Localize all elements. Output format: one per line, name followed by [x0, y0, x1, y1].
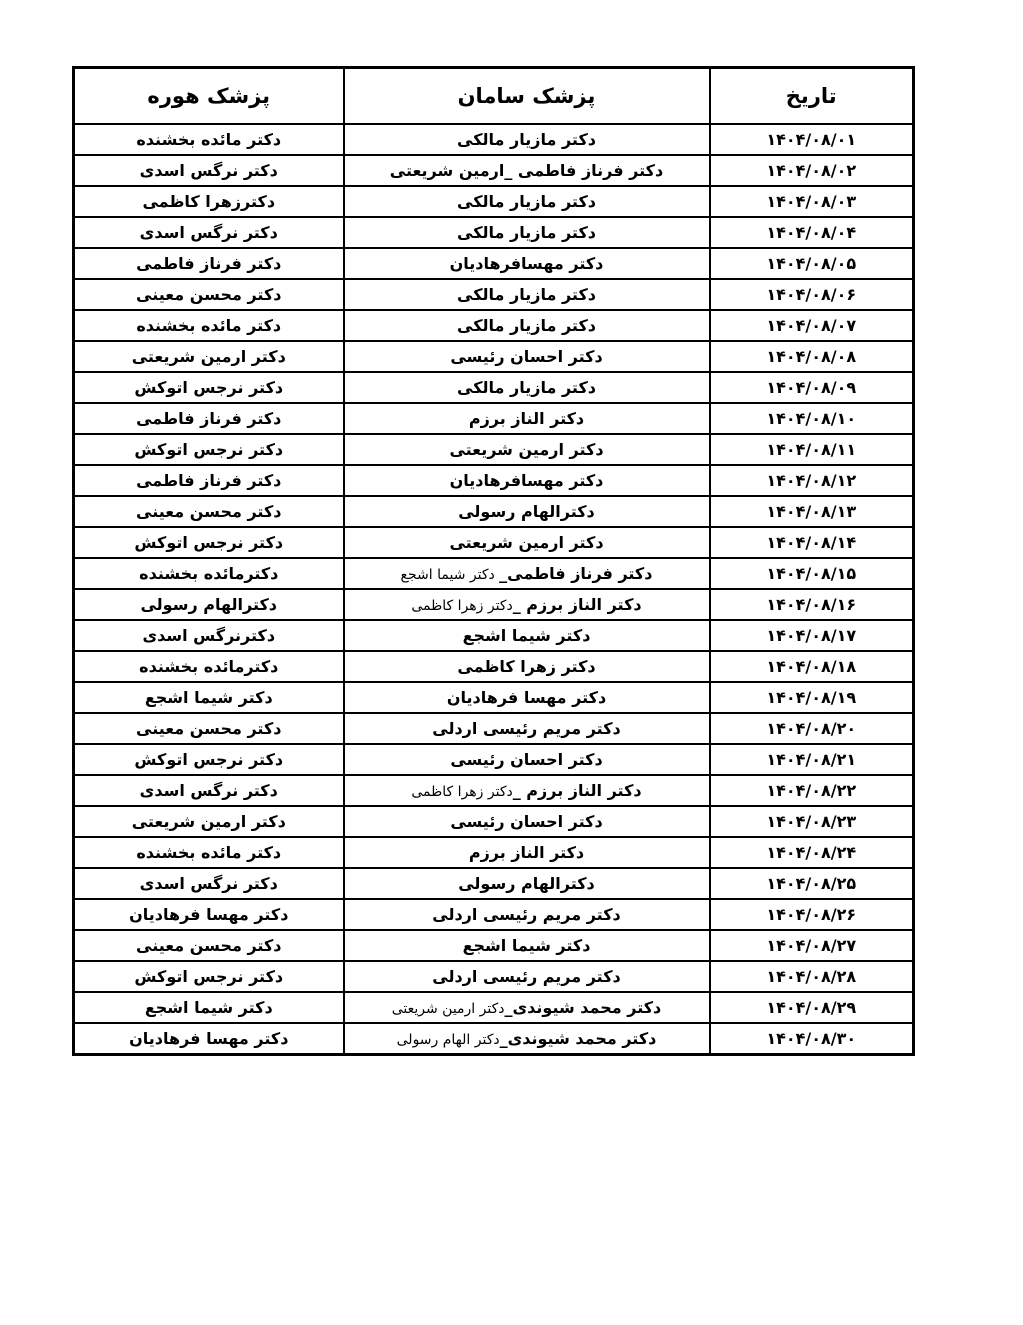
- saman-cell: [344, 868, 710, 899]
- table-row: [74, 744, 914, 775]
- hooreh-cell: دکتر نرجس اتوکش: [74, 744, 344, 775]
- hooreh-cell: دکتر مهسا فرهادیان: [74, 1023, 344, 1055]
- saman-cell: [344, 186, 710, 217]
- saman-secondary-name: دکتر ارمین شریعتی: [391, 1001, 505, 1017]
- saman-cell: [344, 651, 710, 682]
- date-cell: ۱۴۰۴/۰۸/۰۹: [710, 372, 914, 403]
- table-row: [74, 248, 914, 279]
- hooreh-cell: دکتر نرجس اتوکش: [74, 372, 344, 403]
- hooreh-cell: دکتر ارمین شریعتی: [74, 806, 344, 837]
- date-cell: ۱۴۰۴/۰۸/۲۵: [710, 868, 914, 899]
- saman-cell: [344, 992, 710, 1023]
- hooreh-cell: دکتر نرگس اسدی: [74, 155, 344, 186]
- hooreh-cell: دکتر محسن معینی: [74, 496, 344, 527]
- hooreh-cell: دکتر نرگس اسدی: [74, 217, 344, 248]
- hooreh-cell: دکترالهام رسولی: [74, 589, 344, 620]
- table-row: [74, 186, 914, 217]
- saman-cell: [344, 589, 710, 620]
- hooreh-cell: دکترمائده بخشنده: [74, 558, 344, 589]
- table-row: [74, 434, 914, 465]
- saman-primary-name: دکتر مهسا فرهادیان: [446, 688, 607, 707]
- saman-primary-name: دکتر مازیار مالکی: [457, 378, 596, 397]
- saman-cell: [344, 372, 710, 403]
- date-cell: ۱۴۰۴/۰۸/۳۰: [710, 1023, 914, 1055]
- header-cell-saman: پزشک سامان: [344, 68, 710, 125]
- table-row: [74, 899, 914, 930]
- date-cell: ۱۴۰۴/۰۸/۱۵: [710, 558, 914, 589]
- saman-secondary-name: دکتر الهام رسولی: [396, 1032, 500, 1048]
- header-cell-hooreh: پزشک هوره: [74, 68, 344, 125]
- table-container: [72, 66, 915, 1056]
- saman-primary-name: دکتر شیما اشجع: [462, 626, 591, 645]
- saman-cell: [344, 217, 710, 248]
- saman-cell: [344, 806, 710, 837]
- saman-cell: [344, 248, 710, 279]
- table-body: [74, 124, 914, 1055]
- saman-cell: [344, 682, 710, 713]
- saman-primary-name: دکتر مازیار مالکی: [457, 316, 596, 335]
- date-cell: ۱۴۰۴/۰۸/۱۰: [710, 403, 914, 434]
- date-cell: ۱۴۰۴/۰۸/۰۷: [710, 310, 914, 341]
- saman-primary-name: دکترالهام رسولی: [458, 502, 595, 521]
- saman-primary-name: دکتر فرناز فاطمی _ارمین شریعتی: [389, 161, 664, 180]
- saman-primary-name: دکتر الناز برزم _: [512, 595, 642, 614]
- date-cell: ۱۴۰۴/۰۸/۱۲: [710, 465, 914, 496]
- hooreh-cell: دکتر فرناز فاطمی: [74, 403, 344, 434]
- hooreh-cell: دکتر نرجس اتوکش: [74, 961, 344, 992]
- saman-cell: [344, 837, 710, 868]
- saman-primary-name: دکتر الناز برزم _: [512, 781, 642, 800]
- saman-cell: [344, 403, 710, 434]
- date-cell: ۱۴۰۴/۰۸/۱۴: [710, 527, 914, 558]
- hooreh-cell: دکتر محسن معینی: [74, 713, 344, 744]
- saman-secondary-name: دکتر شیما اشجع: [400, 567, 500, 583]
- saman-cell: [344, 1023, 710, 1055]
- saman-cell: [344, 961, 710, 992]
- hooreh-cell: دکتر محسن معینی: [74, 930, 344, 961]
- saman-primary-name: دکتر احسان رئیسی: [450, 347, 603, 366]
- saman-primary-name: دکترالهام رسولی: [458, 874, 595, 893]
- date-cell: ۱۴۰۴/۰۸/۱۳: [710, 496, 914, 527]
- table-row: [74, 589, 914, 620]
- saman-cell: [344, 558, 710, 589]
- date-cell: ۱۴۰۴/۰۸/۰۸: [710, 341, 914, 372]
- table-row: [74, 279, 914, 310]
- date-cell: ۱۴۰۴/۰۸/۱۹: [710, 682, 914, 713]
- table-row: [74, 558, 914, 589]
- saman-cell: [344, 124, 710, 155]
- hooreh-cell: دکترمائده بخشنده: [74, 651, 344, 682]
- saman-primary-name: دکتر مازیار مالکی: [457, 192, 596, 211]
- table-row: [74, 403, 914, 434]
- table-row: [74, 930, 914, 961]
- hooreh-cell: دکتر مائده بخشنده: [74, 837, 344, 868]
- saman-primary-name: دکتر محمد شیوندی_: [504, 998, 662, 1017]
- date-cell: ۱۴۰۴/۰۸/۲۸: [710, 961, 914, 992]
- date-cell: ۱۴۰۴/۰۸/۰۴: [710, 217, 914, 248]
- saman-cell: [344, 434, 710, 465]
- schedule-table: [72, 66, 915, 1056]
- table-row: [74, 527, 914, 558]
- saman-primary-name: دکتر مهسافرهادیان: [449, 254, 604, 273]
- saman-cell: [344, 930, 710, 961]
- date-cell: ۱۴۰۴/۰۸/۲۷: [710, 930, 914, 961]
- saman-primary-name: دکتر الناز برزم: [468, 409, 585, 428]
- saman-secondary-name: دکتر زهرا کاظمی: [411, 784, 513, 800]
- hooreh-cell: دکتر محسن معینی: [74, 279, 344, 310]
- hooreh-cell: دکتر فرناز فاطمی: [74, 248, 344, 279]
- saman-cell: [344, 465, 710, 496]
- saman-cell: [344, 310, 710, 341]
- table-row: [74, 992, 914, 1023]
- saman-primary-name: دکتر زهرا کاظمی: [457, 657, 596, 676]
- date-cell: ۱۴۰۴/۰۸/۲۰: [710, 713, 914, 744]
- date-cell: ۱۴۰۴/۰۸/۲۳: [710, 806, 914, 837]
- hooreh-cell: دکتر شیما اشجع: [74, 992, 344, 1023]
- saman-primary-name: دکتر مهسافرهادیان: [449, 471, 604, 490]
- hooreh-cell: دکتر ارمین شریعتی: [74, 341, 344, 372]
- table-row: [74, 682, 914, 713]
- saman-primary-name: دکتر مریم رئیسی اردلی: [432, 719, 621, 738]
- saman-primary-name: دکتر شیما اشجع: [462, 936, 591, 955]
- hooreh-cell: دکتر نرگس اسدی: [74, 868, 344, 899]
- table-row: [74, 837, 914, 868]
- hooreh-cell: دکتر فرناز فاطمی: [74, 465, 344, 496]
- saman-primary-name: دکتر مازیار مالکی: [457, 285, 596, 304]
- table-row: [74, 496, 914, 527]
- hooreh-cell: دکترزهرا کاظمی: [74, 186, 344, 217]
- saman-cell: [344, 620, 710, 651]
- table-row: [74, 372, 914, 403]
- saman-primary-name: دکتر مریم رئیسی اردلی: [432, 905, 621, 924]
- date-cell: ۱۴۰۴/۰۸/۰۱: [710, 124, 914, 155]
- saman-cell: [344, 744, 710, 775]
- date-cell: ۱۴۰۴/۰۸/۲۹: [710, 992, 914, 1023]
- table-row: [74, 806, 914, 837]
- table-row: [74, 217, 914, 248]
- hooreh-cell: دکترنرگس اسدی: [74, 620, 344, 651]
- table-row: [74, 124, 914, 155]
- saman-cell: [344, 775, 710, 806]
- saman-primary-name: دکتر احسان رئیسی: [450, 812, 603, 831]
- saman-primary-name: دکتر احسان رئیسی: [450, 750, 603, 769]
- saman-cell: [344, 496, 710, 527]
- hooreh-cell: دکتر نرجس اتوکش: [74, 527, 344, 558]
- saman-primary-name: دکتر محمد شیوندی_: [499, 1029, 657, 1048]
- saman-cell: [344, 155, 710, 186]
- saman-primary-name: دکتر مازیار مالکی: [457, 223, 596, 242]
- date-cell: ۱۴۰۴/۰۸/۲۶: [710, 899, 914, 930]
- date-cell: ۱۴۰۴/۰۸/۰۶: [710, 279, 914, 310]
- table-row: [74, 310, 914, 341]
- table-row: [74, 341, 914, 372]
- date-cell: ۱۴۰۴/۰۸/۰۵: [710, 248, 914, 279]
- date-cell: ۱۴۰۴/۰۸/۲۱: [710, 744, 914, 775]
- saman-cell: [344, 713, 710, 744]
- saman-primary-name: دکتر مازیار مالکی: [457, 130, 596, 149]
- table-row: [74, 1023, 914, 1055]
- table-row: [74, 775, 914, 806]
- hooreh-cell: دکتر نرجس اتوکش: [74, 434, 344, 465]
- saman-primary-name: دکتر مریم رئیسی اردلی: [432, 967, 621, 986]
- hooreh-cell: دکتر مهسا فرهادیان: [74, 899, 344, 930]
- saman-primary-name: دکتر فرناز فاطمی_: [499, 564, 653, 583]
- saman-primary-name: دکتر ارمین شریعتی: [449, 533, 604, 552]
- hooreh-cell: دکتر مائده بخشنده: [74, 124, 344, 155]
- table-row: [74, 961, 914, 992]
- table-row: [74, 713, 914, 744]
- saman-cell: [344, 279, 710, 310]
- table-row: [74, 155, 914, 186]
- hooreh-cell: دکتر شیما اشجع: [74, 682, 344, 713]
- table-row: [74, 620, 914, 651]
- saman-cell: [344, 341, 710, 372]
- table-row: [74, 868, 914, 899]
- hooreh-cell: دکتر نرگس اسدی: [74, 775, 344, 806]
- saman-primary-name: دکتر ارمین شریعتی: [449, 440, 604, 459]
- date-cell: ۱۴۰۴/۰۸/۲۴: [710, 837, 914, 868]
- date-cell: ۱۴۰۴/۰۸/۱۸: [710, 651, 914, 682]
- table-row: [74, 651, 914, 682]
- date-cell: ۱۴۰۴/۰۸/۰۲: [710, 155, 914, 186]
- saman-secondary-name: دکتر زهرا کاظمی: [411, 598, 513, 614]
- date-cell: ۱۴۰۴/۰۸/۰۳: [710, 186, 914, 217]
- hooreh-cell: دکتر مائده بخشنده: [74, 310, 344, 341]
- saman-cell: [344, 527, 710, 558]
- date-cell: ۱۴۰۴/۰۸/۱۷: [710, 620, 914, 651]
- header-cell-date: تاریخ: [710, 68, 914, 125]
- date-cell: ۱۴۰۴/۰۸/۱۶: [710, 589, 914, 620]
- table-row: [74, 465, 914, 496]
- saman-cell: [344, 899, 710, 930]
- date-cell: ۱۴۰۴/۰۸/۱۱: [710, 434, 914, 465]
- date-cell: ۱۴۰۴/۰۸/۲۲: [710, 775, 914, 806]
- saman-primary-name: دکتر الناز برزم: [468, 843, 585, 862]
- header-row: [74, 68, 914, 125]
